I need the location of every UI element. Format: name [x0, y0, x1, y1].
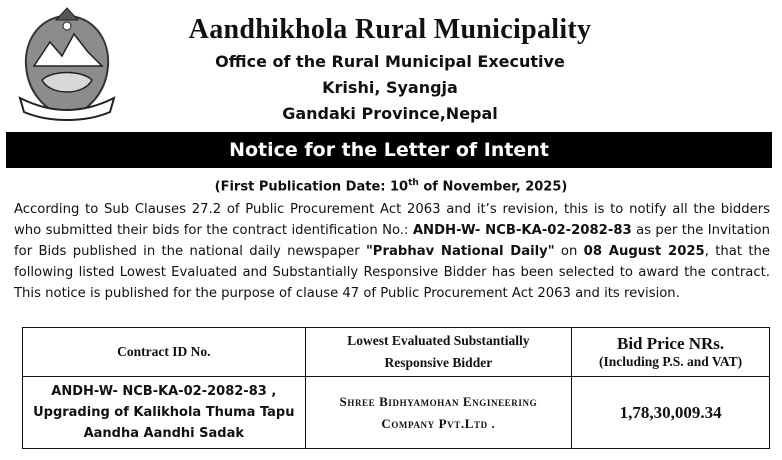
office-province: Gandaki Province,Nepal — [282, 104, 498, 123]
notice-title: Notice for the Letter of Intent — [6, 132, 772, 168]
table-header-row — [23, 328, 770, 377]
office-location: Krishi, Syangja — [322, 78, 458, 97]
ifb-date: 08 August 2025 — [583, 244, 705, 259]
notice-body: According to Sub Clauses 27.2 of Public Procurement Act 2063 and it’s revision, this is to notify all the bidders who submitted their bids for the contract identification No.: ANDH-W- NCB-KA-02-2082-83 as per the Invitation for Bids published in the national daily newspaper "Prabhav National Daily" on 08 August 2025, that the following listed Lowest Evaluated and Substantially Responsive Bidder has been selected to award the contract. This notice is published for the purpose of clause 47 of Public Procurement Act 2063 and its revision. — [14, 202, 770, 301]
header-bid-price: Bid Price NRs. (Including P.S. and VAT) — [572, 328, 770, 377]
table-row — [23, 377, 770, 449]
header-bidder: Lowest Evaluated Substantially Responsive Bidder — [305, 328, 572, 377]
organization-name: Aandhikhola Rural Municipality — [188, 14, 592, 45]
publication-date: (First Publication Date: 10th of November, 2025) — [214, 178, 568, 195]
contract-reference: ANDH-W- NCB-KA-02-2082-83 — [412, 223, 632, 238]
award-table — [22, 327, 770, 449]
newspaper-name: "Prabhav National Daily" — [365, 244, 555, 259]
office-name: Office of the Rural Municipal Executive — [215, 52, 565, 71]
contract-cell: ANDH-W- NCB-KA-02-2082-83 , Upgrading of Kalikhola Thuma Tapu Aandha Aandhi Sadak — [23, 377, 306, 449]
nepal-emblem-icon — [12, 6, 122, 124]
price-cell: 1,78,30,009.34 — [572, 377, 770, 449]
header-contract-id: Contract ID No. — [23, 328, 306, 377]
bidder-cell: Shree Bidhyamohan Engineering Company Pvt.Ltd . — [305, 377, 572, 449]
